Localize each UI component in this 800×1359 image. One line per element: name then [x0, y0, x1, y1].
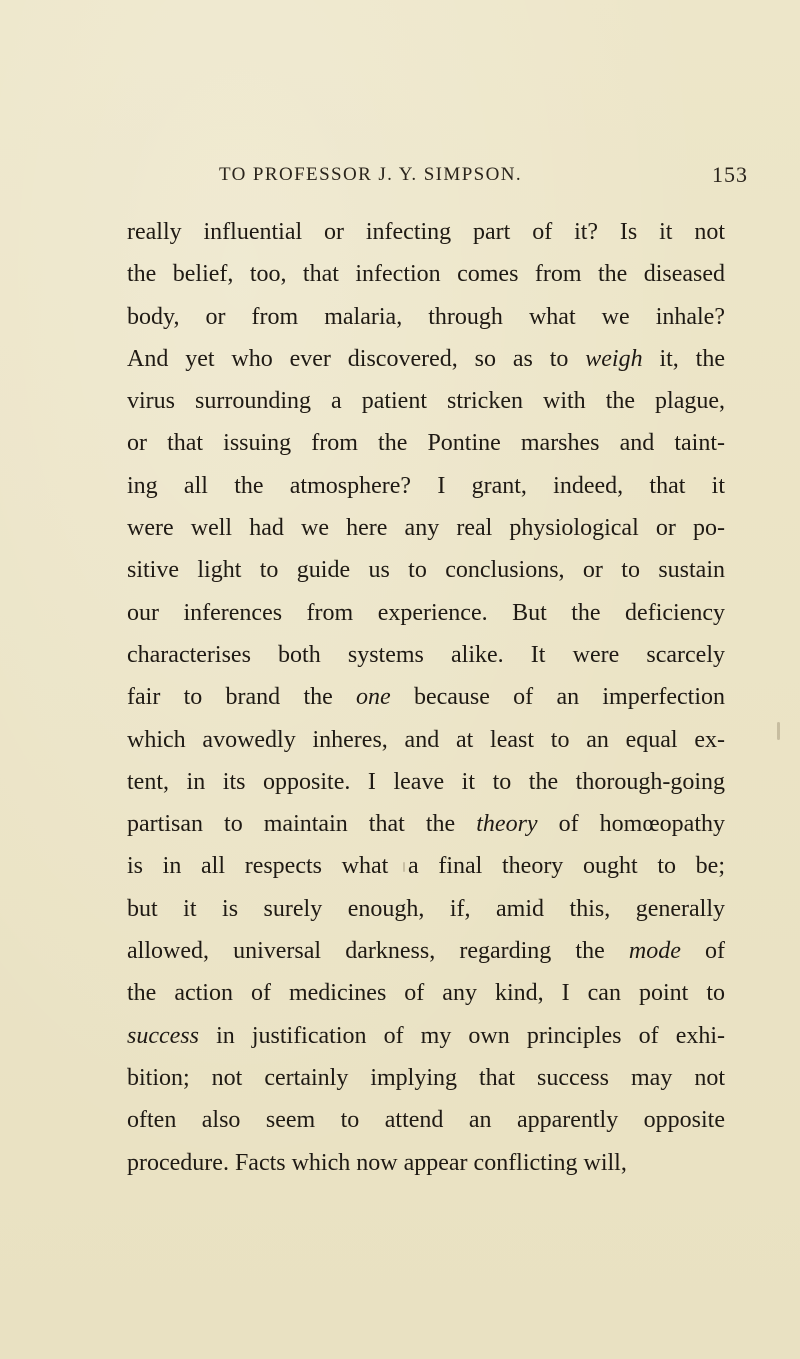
text-line: were well had we here any real physiological or po- [127, 515, 725, 542]
italic-word: success [127, 1022, 199, 1049]
text-line: the action of medicines of any kind, I can point to [127, 980, 725, 1007]
italic-word: weigh [585, 345, 643, 372]
text-line: is in all respects what a final theory ought to be; [127, 853, 725, 880]
italic-word: one [356, 684, 391, 711]
body-text [127, 211, 725, 1184]
paper-speck [777, 722, 780, 740]
text-line: allowed, universal darkness, regarding the mode of [127, 938, 726, 965]
text-line: our inferences from experience. But the deficiency [127, 599, 725, 626]
text-line: body, or from malaria, through what we inhale? [127, 303, 725, 330]
text-line: tent, in its opposite. I leave it to the thorough-going [127, 768, 725, 795]
running-head [0, 164, 800, 194]
page-number: 153 [712, 162, 748, 187]
text-line: the belief, too, that infection comes from the diseased [127, 261, 725, 288]
paper-speck [403, 862, 405, 872]
text-line: often also seem to attend an apparently opposite [127, 1107, 725, 1134]
text-line: characterises both systems alike. It were scarcely [127, 641, 725, 668]
text-line: ing all the atmosphere? I grant, indeed, that it [127, 472, 725, 499]
text-line: And yet who ever discovered, so as to weigh it, the [127, 345, 726, 372]
text-line: bition; not certainly implying that success may not [127, 1064, 725, 1091]
text-line: which avowedly inheres, and at least to an equal ex- [127, 726, 725, 753]
text-line: virus surrounding a patient stricken with the plague, [127, 388, 725, 415]
text-line: or that issuing from the Pontine marshes and taint- [127, 430, 725, 457]
text-line: but it is surely enough, if, amid this, generally [127, 895, 725, 922]
italic-word: mode [628, 938, 681, 965]
text-line: partisan to maintain that the theory of homœopathy [127, 811, 725, 838]
text-line: success in justification of my own principles of exhi- [127, 1022, 725, 1049]
text-line: really influential or infecting part of it? Is it not [127, 219, 725, 245]
text-line: procedure. Facts which now appear conflicting will, [127, 1149, 627, 1176]
text-line: fair to brand the one because of an imperfection [127, 684, 725, 711]
italic-word: theory [476, 811, 538, 838]
text-line: sitive light to guide us to conclusions, or to sustain [127, 557, 725, 584]
running-title: TO PROFESSOR J. Y. SIMPSON. [219, 164, 523, 185]
